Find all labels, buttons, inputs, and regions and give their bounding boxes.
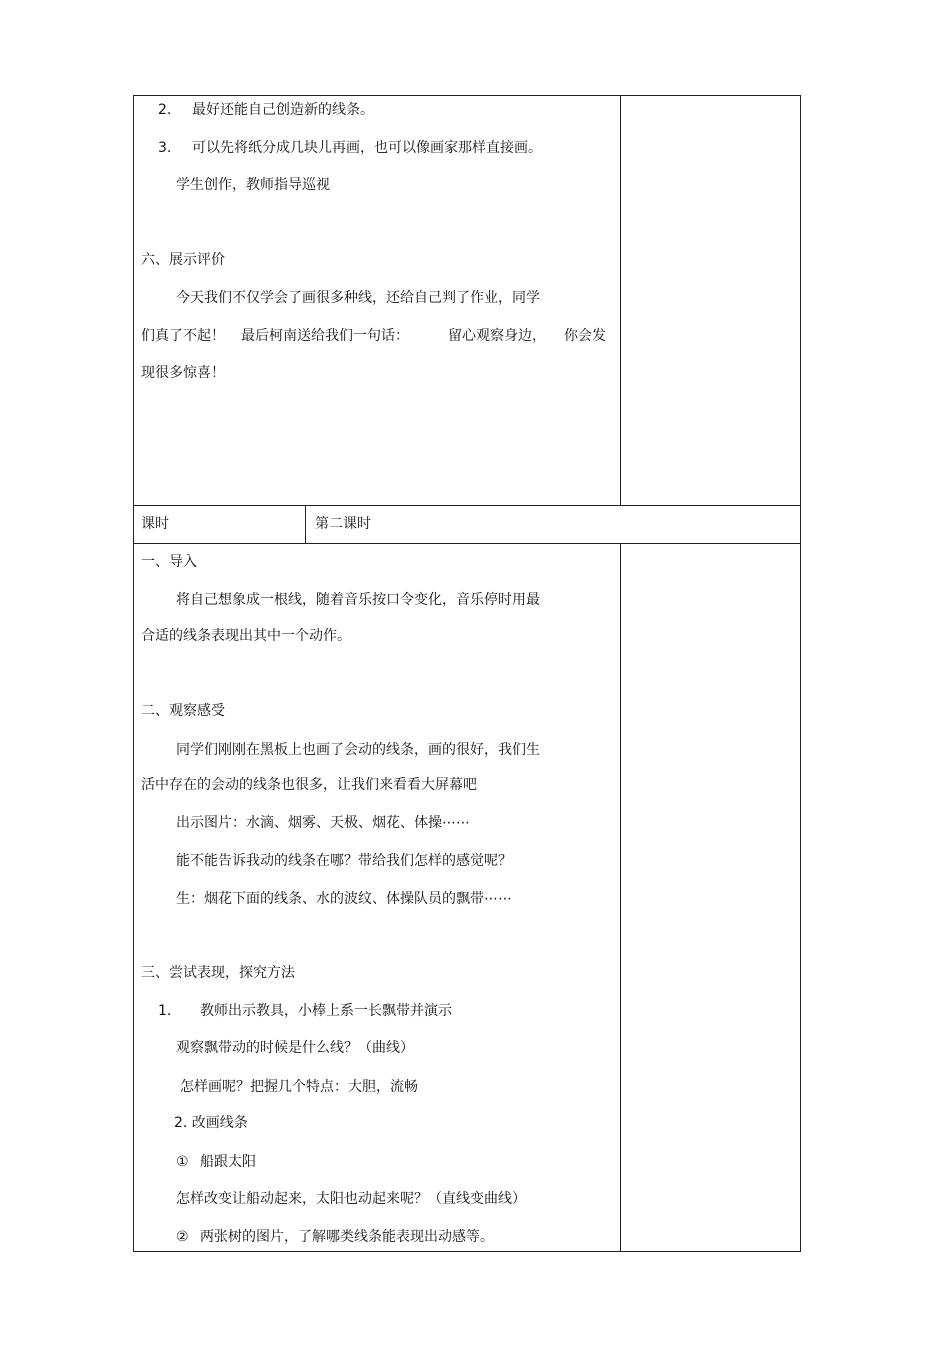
list-item-text: 两张树的图片，了解哪类线条能表现出动感等。 xyxy=(200,1229,494,1245)
table-border-bottom xyxy=(133,1251,801,1252)
list-item-text: 船跟太阳 xyxy=(200,1154,256,1170)
section-heading: 六、展示评价 xyxy=(141,252,225,268)
circled-number: ① xyxy=(176,1154,189,1170)
paragraph: 怎样画呢？把握几个特点：大胆，流畅 xyxy=(180,1079,418,1095)
list-item-number: 2. xyxy=(158,102,172,118)
circled-number: ② xyxy=(176,1229,189,1245)
list-item-number: 3. xyxy=(158,140,172,156)
section-heading: 一、导入 xyxy=(141,554,197,570)
row-divider-2 xyxy=(133,543,801,544)
list-item-number: 1. xyxy=(158,1003,172,1019)
paragraph-segment: 最后柯南送给我们一句话： xyxy=(241,328,409,344)
section-heading: 二、观察感受 xyxy=(141,703,225,719)
period-label: 课时 xyxy=(141,516,169,532)
paragraph: 今天我们不仅学会了画很多种线，还给自己判了作业，同学 xyxy=(176,290,540,306)
table-border-left xyxy=(133,95,134,1252)
paragraph: 活中存在的会动的线条也很多，让我们来看看大屏幕吧 xyxy=(141,777,477,793)
paragraph-segment: 们真了不起！ xyxy=(141,328,225,344)
table-border-top xyxy=(133,95,801,96)
paragraph: 生：烟花下面的线条、水的波纹、体操队员的飘带⋯⋯ xyxy=(176,891,512,907)
table-border-right xyxy=(800,95,801,1252)
header-cell-divider xyxy=(305,505,306,544)
paragraph-segment: 留心观察身边， xyxy=(448,328,546,344)
section-heading: 三、尝试表现，探究方法 xyxy=(141,965,295,981)
subheading: 2. 改画线条 xyxy=(174,1115,248,1131)
paragraph: 合适的线条表现出其中一个动作。 xyxy=(141,628,351,644)
paragraph: 同学们刚刚在黑板上也画了会动的线条，画的很好，我们生 xyxy=(176,742,540,758)
paragraph: 将自己想象成一根线，随着音乐按口令变化，音乐停时用最 xyxy=(176,592,540,608)
period-value: 第二课时 xyxy=(315,516,371,532)
paragraph-segment: 你会发 xyxy=(564,328,606,344)
paragraph: 能不能告诉我动的线条在哪？带给我们怎样的感觉呢？ xyxy=(176,853,512,869)
paragraph: 现很多惊喜！ xyxy=(141,365,225,381)
list-item-text: 最好还能自己创造新的线条。 xyxy=(192,102,374,118)
row-divider-1 xyxy=(133,505,801,506)
paragraph: 出示图片：水滴、烟雾、天极、烟花、体操⋯⋯ xyxy=(176,815,470,831)
paragraph: 观察飘带动的时候是什么线？（曲线） xyxy=(176,1040,414,1056)
paragraph: 怎样改变让船动起来，太阳也动起来呢？（直线变曲线） xyxy=(176,1191,526,1207)
column-divider-lower xyxy=(620,543,621,1252)
column-divider-upper xyxy=(620,95,621,506)
paragraph: 学生创作，教师指导巡视 xyxy=(176,177,330,193)
list-item-text: 教师出示教具，小棒上系一长飘带并演示 xyxy=(200,1003,452,1019)
list-item-text: 可以先将纸分成几块儿再画，也可以像画家那样直接画。 xyxy=(192,140,542,156)
